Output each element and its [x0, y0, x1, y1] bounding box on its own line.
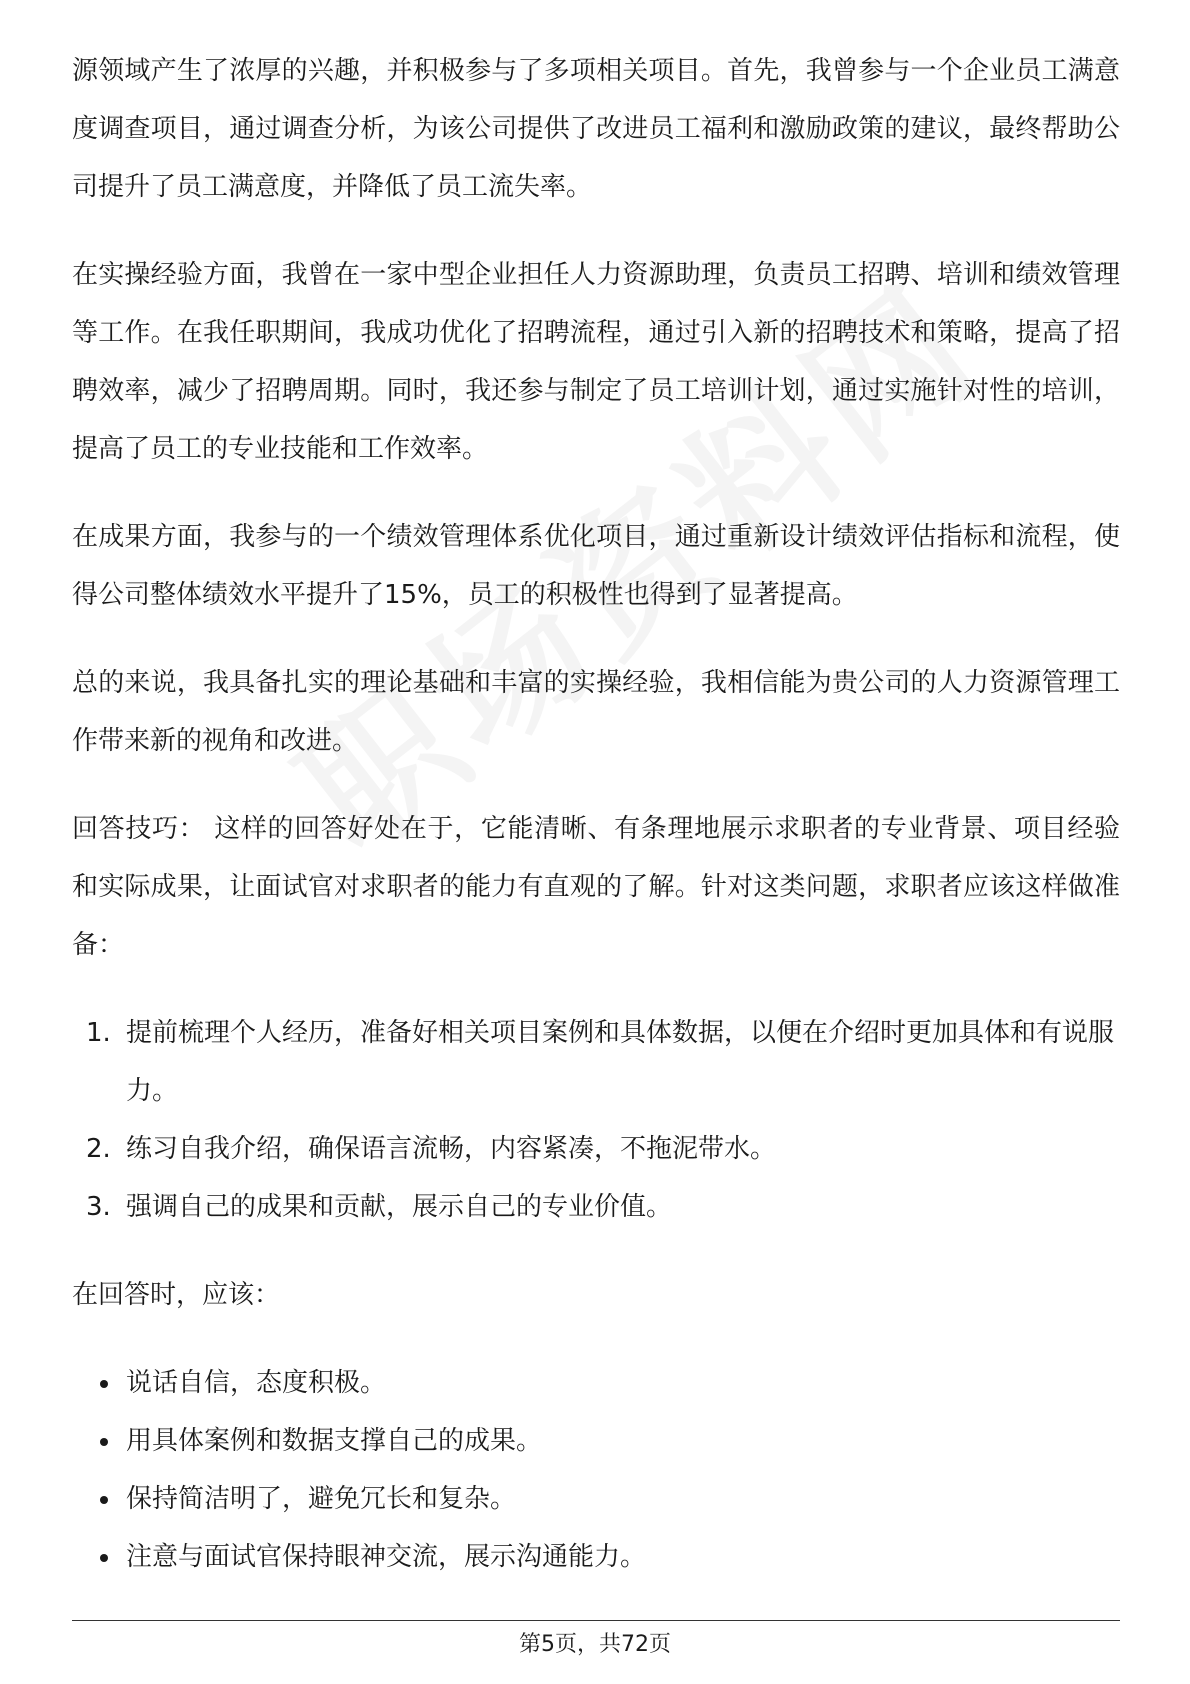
list-item-text: 用具体案例和数据支撑自己的成果。 [126, 1426, 543, 1456]
list-item-number: 3. [86, 1192, 111, 1222]
paragraph-achievements: 在成果方面，我参与的一个绩效管理体系优化项目，通过重新设计绩效评估指标和流程，使得公司整体绩效水平提升了15%，员工的积极性也得到了显著提高。 [72, 522, 1120, 610]
answering-bullet-list [72, 1354, 1120, 1586]
list-item [72, 1178, 1120, 1236]
list-item-text: 强调自己的成果和贡献，展示自己的专业价值。 [126, 1192, 673, 1222]
page-content [72, 42, 1120, 1616]
paragraph-answer-tips: 回答技巧： 这样的回答好处在于，它能清晰、有条理地展示求职者的专业背景、项目经验和实际成果，让面试官对求职者的能力有直观的了解。针对这类问题，求职者应该这样做准备： [72, 814, 1120, 960]
paragraph-when-answering: 在回答时，应该： [72, 1280, 281, 1310]
page-number-footer: 第5页，共72页 [519, 1632, 671, 1657]
list-item-text: 练习自我介绍，确保语言流畅，内容紧凑，不拖泥带水。 [126, 1134, 777, 1164]
footer-divider [72, 1620, 1120, 1621]
list-item-number: 1. [86, 1018, 111, 1048]
list-item-text: 注意与面试官保持眼神交流，展示沟通能力。 [126, 1542, 647, 1572]
list-item [72, 1412, 1120, 1470]
preparation-numbered-list [72, 1004, 1120, 1236]
bullet-icon [100, 1496, 108, 1504]
paragraph-project-experience: 源领域产生了浓厚的兴趣，并积极参与了多项相关项目。首先，我曾参与一个企业员工满意度调查项目，通过调查分析，为该公司提供了改进员工福利和激励政策的建议，最终帮助公司提升了员工满意度，并降低了员工流失率。 [72, 56, 1120, 202]
list-item-text: 提前梳理个人经历，准备好相关项目案例和具体数据，以便在介绍时更加具体和有说服力。 [126, 1018, 1115, 1106]
paragraph-summary: 总的来说，我具备扎实的理论基础和丰富的实操经验，我相信能为贵公司的人力资源管理工作带来新的视角和改进。 [72, 668, 1120, 756]
list-item [72, 1354, 1120, 1412]
list-item [72, 1120, 1120, 1178]
bullet-icon [100, 1554, 108, 1562]
bullet-icon [100, 1380, 108, 1388]
bullet-icon [100, 1438, 108, 1446]
list-item [72, 1004, 1120, 1120]
paragraph-practical-experience: 在实操经验方面，我曾在一家中型企业担任人力资源助理，负责员工招聘、培训和绩效管理等工作。在我任职期间，我成功优化了招聘流程，通过引入新的招聘技术和策略，提高了招聘效率，减少了招聘周期。同时，我还参与制定了员工培训计划，通过实施针对性的培训，提高了员工的专业技能和工作效率。 [72, 260, 1120, 464]
list-item-text: 说话自信，态度积极。 [126, 1368, 387, 1398]
list-item-number: 2. [86, 1134, 111, 1164]
list-item-text: 保持简洁明了，避免冗长和复杂。 [126, 1484, 517, 1514]
list-item [72, 1470, 1120, 1528]
list-item [72, 1528, 1120, 1586]
